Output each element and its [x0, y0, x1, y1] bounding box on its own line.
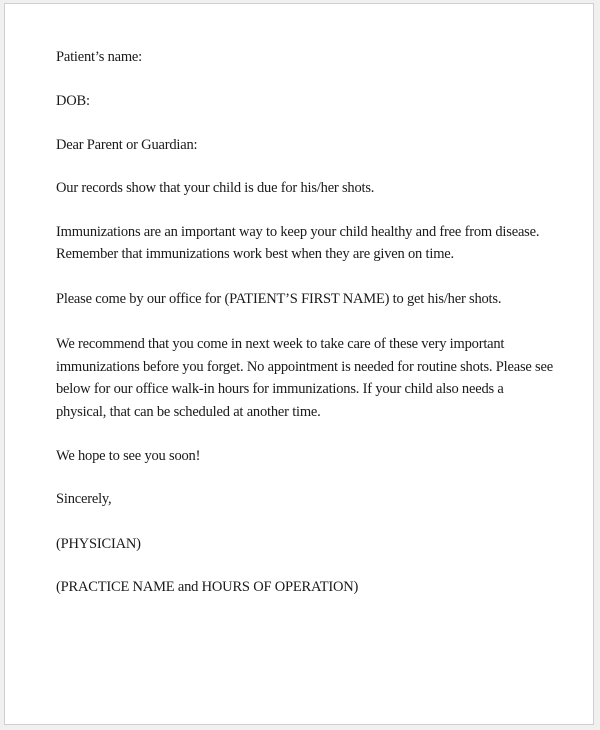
paragraph-recommend-line: below for our office walk-in hours for immunizations. If your child also needs a [56, 381, 504, 397]
paragraph-immunizations-line: Immunizations are an important way to keep your child healthy and free from disease. [56, 224, 540, 240]
paragraph-recommend-line: physical, that can be scheduled at another time. [56, 404, 321, 420]
signature: (PHYSICIAN) [56, 536, 141, 552]
paragraph-recommend-line: immunizations before you forget. No appointment is needed for routine shots. Please see [56, 359, 553, 375]
paragraph-come-by-line: Please come by our office for (PATIENT’S FIRST NAME) to get his/her shots. [56, 291, 502, 307]
practice-info: (PRACTICE NAME and HOURS OF OPERATION) [56, 579, 359, 595]
patient-name-label: Patient’s name: [56, 49, 142, 65]
paragraph-records-line: Our records show that your child is due for his/her shots. [56, 180, 375, 196]
dob-label: DOB: [56, 93, 90, 109]
letter-page [4, 3, 594, 725]
paragraph-hope-line: We hope to see you soon! [56, 448, 201, 464]
paragraph-immunizations-line: Remember that immunizations work best when they are given on time. [56, 246, 454, 262]
paragraph-recommend-line: We recommend that you come in next week to take care of these very important [56, 336, 505, 352]
salutation: Dear Parent or Guardian: [56, 137, 198, 153]
closing: Sincerely, [56, 491, 112, 507]
